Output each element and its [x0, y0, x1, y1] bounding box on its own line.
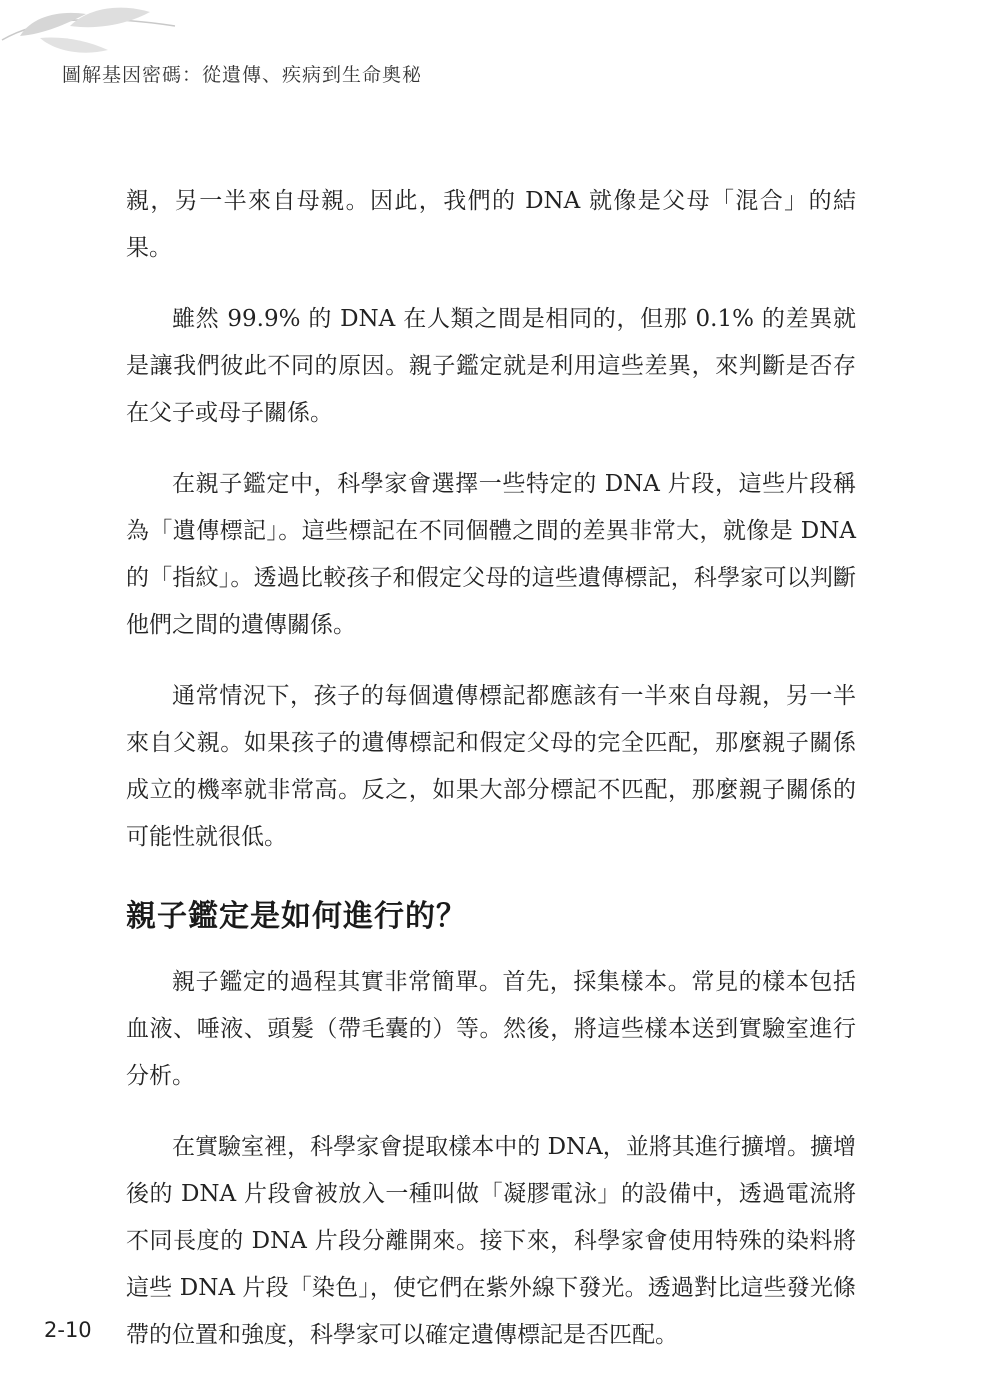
section-heading: 親子鑑定是如何進行的？: [126, 899, 467, 934]
paragraph: 在親子鑑定中，科學家會選擇一些特定的 DNA 片段，這些片段稱為「遺傳標記」。這些標記在不同個體之間的差異非常大，就像是 DNA 的「指紋」。透過比較孩子和假定父母的這些遺傳標記，科學家可以判斷他們之間的遺傳關係。: [126, 471, 856, 638]
page-number: 2-10: [44, 1318, 92, 1342]
paragraph: 雖然 99.9% 的 DNA 在人類之間是相同的，但那 0.1% 的差異就是讓我們彼此不同的原因。親子鑑定就是利用這些差異，來判斷是否存在父子或母子關係。: [126, 306, 856, 426]
running-head: 圖解基因密碼：從遺傳、疾病到生命奧秘: [62, 64, 423, 86]
paragraph: 在實驗室裡，科學家會提取樣本中的 DNA，並將其進行擴增。擴增後的 DNA 片段會被放入一種叫做「凝膠電泳」的設備中，透過電流將不同長度的 DNA 片段分離開來。接下來，科學家會使用特殊的染料將這些 DNA 片段「染色」，使它們在紫外線下發光。透過對比這些發光條帶的位置和強度，科學家可以確定遺傳標記是否匹配。: [126, 1134, 856, 1348]
paragraph-continued: 親，另一半來自母親。因此，我們的 DNA 就像是父母「混合」的結果。: [126, 188, 856, 261]
paragraph: 通常情況下，孩子的每個遺傳標記都應該有一半來自母親，另一半來自父親。如果孩子的遺傳標記和假定父母的完全匹配，那麼親子關係成立的機率就非常高。反之，如果大部分標記不匹配，那麼親子關係的可能性就很低。: [126, 683, 856, 850]
page-body: [126, 178, 856, 1383]
paragraph: 親子鑑定的過程其實非常簡單。首先，採集樣本。常見的樣本包括血液、唾液、頭髮（帶毛囊的）等。然後，將這些樣本送到實驗室進行分析。: [126, 969, 856, 1089]
